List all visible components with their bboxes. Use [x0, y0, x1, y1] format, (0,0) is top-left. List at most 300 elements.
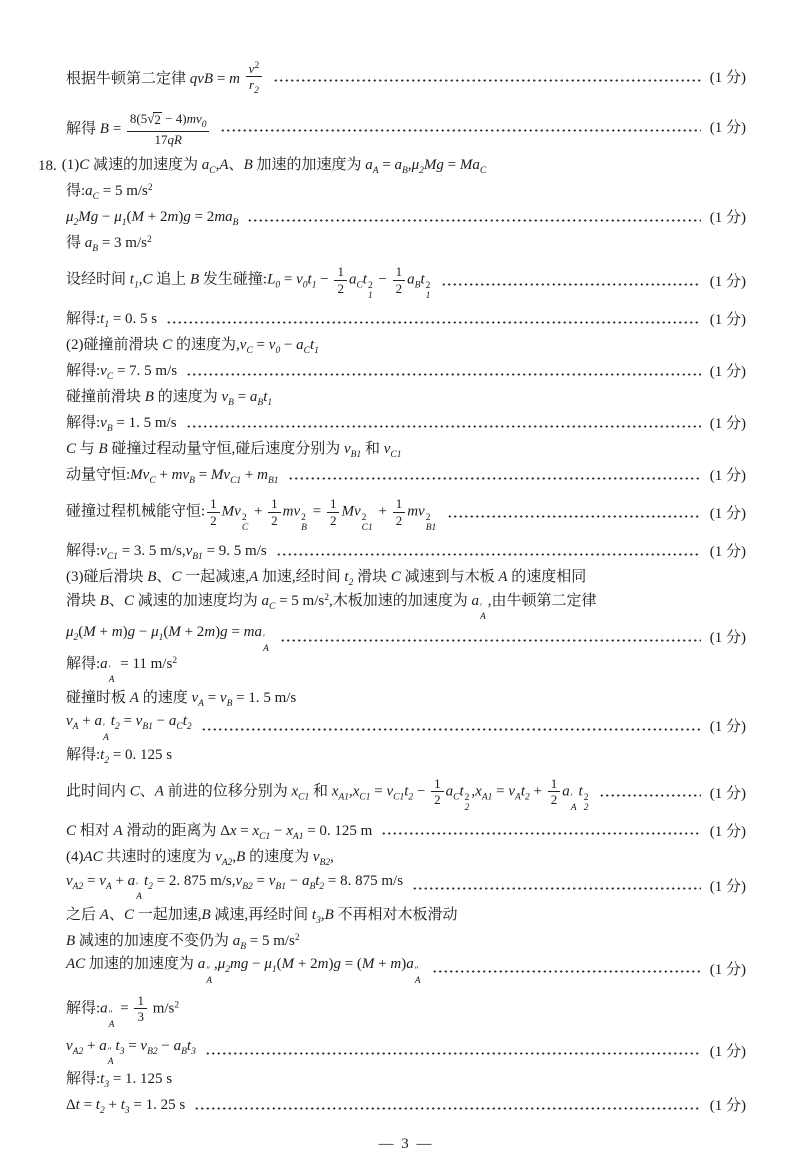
math-fraction [246, 61, 263, 98]
document-line [66, 1094, 746, 1120]
math-subscript: 2 [73, 218, 79, 229]
math-superscript: 2 [294, 932, 300, 943]
math-subscript: 0 [275, 346, 281, 357]
math-variable: a [348, 271, 357, 288]
dotted-leader [194, 1105, 701, 1112]
math-fraction: $\frac{1}{2}$ [431, 776, 444, 808]
math-variable: g [127, 624, 136, 641]
document-line [66, 360, 746, 386]
math-variable: a [394, 157, 403, 174]
math-variable: μ [66, 209, 74, 226]
math-subscript: 2 [348, 578, 354, 589]
math-subscript: C [246, 346, 253, 357]
math-variable: C [162, 337, 173, 354]
math-variable: A [129, 689, 139, 706]
line-content: 此时间内 C、A 前进的位移分别为 $x_{C1}$ 和 $x_{A1},x_{C1} = v_{C1}t_2$ − $\frac{1}{2}$ $a_Ct$ 2 2 $,x_{A1} = v_At_2$ + $\frac{1}{2}$ a ′ A t 2 2 [66, 775, 589, 813]
score-label: (1 分) [709, 962, 746, 979]
math-subscript: B [414, 280, 421, 291]
document-line [66, 712, 746, 743]
math-variable: v [386, 783, 394, 800]
math-variable: m [229, 70, 240, 87]
math-subscript: C [479, 166, 487, 177]
math-subsup-stack: 2 C [241, 513, 249, 534]
math-variable: C [123, 593, 134, 609]
math-subscript: C1 [259, 832, 271, 843]
math-subsup-stack: ′ A [136, 882, 142, 903]
math-variable: Mv [130, 467, 150, 484]
document-line [66, 846, 746, 872]
math-subscript: B [240, 941, 246, 952]
math-subscript: 1 [267, 398, 273, 409]
score-label: (1 分) [709, 630, 746, 647]
math-variable: t [95, 1097, 100, 1114]
math-variable: a [197, 956, 206, 973]
math-sqrt: √ 2 [147, 110, 161, 127]
math-variable: t [311, 906, 317, 923]
math-fraction: $\frac{1}{3}$ [134, 993, 147, 1025]
dotted-leader [412, 885, 701, 892]
math-variable: x [331, 783, 339, 800]
score-label: (1 分) [709, 1043, 746, 1060]
math-subscript: B [309, 881, 316, 892]
math-variable: t [110, 713, 115, 730]
score-label: (1 分) [709, 468, 746, 485]
math-subscript: C [453, 792, 460, 803]
math-variable: a [445, 783, 454, 800]
math-subscript: 2 [99, 1106, 105, 1117]
math-subsup-stack: ″ A [107, 1047, 114, 1068]
line-content: $v_{A2} = v_A + a$ ′ A $t_2 = 2$. 875 $m/s,v_{B2} = v_{B1} - a_Bt_2 = 8$. 875 m/s [66, 872, 404, 903]
math-variable: Mv [210, 467, 231, 484]
math-variable: x [291, 783, 299, 800]
document-line [66, 623, 746, 654]
document-line [66, 566, 746, 592]
math-subscript: C [209, 166, 216, 177]
line-content: (4)AC 共速时的速度为 $v_{A2},B$ 的速度为 $v_{B2}$, [66, 849, 334, 869]
math-variable: a [100, 655, 108, 672]
math-subscript: 2 [319, 881, 325, 892]
math-variable: t [362, 271, 367, 288]
math-variable: m [282, 503, 294, 520]
math-variable: t [186, 1037, 192, 1054]
math-subsup-stack: 2 2 [583, 792, 589, 813]
math-variable: v [268, 337, 276, 354]
math-variable: a [261, 593, 269, 609]
math-variable: A [219, 157, 229, 174]
math-variable: t [263, 389, 268, 406]
math-variable: x [252, 823, 260, 840]
math-variable: m [167, 209, 179, 226]
math-variable: m [390, 956, 402, 973]
math-variable: mv [171, 467, 190, 484]
math-variable: C [390, 569, 401, 586]
math-variable: t [420, 271, 425, 288]
math-variable: A [498, 569, 508, 586]
math-variable: x [475, 783, 482, 800]
math-variable: v [343, 441, 351, 458]
math-subscript: 1 [104, 320, 110, 331]
line-content: $v_{A2} + a$ ″ A $t_3 = v_{B2} - a_Bt_3$ [66, 1037, 196, 1068]
math-subscript: B1 [350, 450, 362, 461]
line-content: 碰撞过程机械能守恒: $\frac{1}{2}$ Mv 2 C + $\frac{1}{2}$ mv 2 B = $\frac{1}{2}$ Mv 2 C1 + $\frac{1}{2}$ mv 2 B1 [66, 496, 437, 534]
math-subscript: C [356, 280, 363, 291]
math-variable: μ [114, 209, 122, 226]
math-variable: M [168, 624, 181, 641]
math-subscript: A2 [72, 1046, 84, 1057]
math-variable: a [94, 713, 102, 730]
math-variable: ma [214, 209, 233, 226]
math-variable: t [182, 713, 187, 730]
math-subscript: 1 [311, 280, 317, 291]
math-subscript: B2 [242, 881, 253, 892]
math-variable: t [100, 311, 105, 328]
math-variable: v [66, 872, 73, 889]
math-subscript: 2 [148, 881, 153, 892]
math-variable: t [120, 1097, 125, 1114]
math-variable: Ma [459, 157, 480, 174]
document-line [66, 464, 746, 490]
line-content: 滑块 B、C 减速的加速度均为 $a_C = 5$ $m/s^2$,木板加速的加速度为 a ′ A ,由牛顿第二定律 [66, 593, 597, 623]
document-line [66, 438, 746, 464]
math-subscript: 2 [225, 965, 231, 976]
math-variable: C [142, 271, 153, 288]
math-subscript: B2 [147, 1046, 158, 1057]
math-subsup-stack: ″ A [414, 965, 421, 986]
math-subscript: B1 [267, 476, 279, 487]
line-content: 设经时间 $t_1,C$ 追上 B 发生碰撞$:L_0 = v_0t_1$ − $\frac{1}{2}$ $a_Ct$ 2 1 − $\frac{1}{2}$ $a_Bt$ 2 1 [66, 264, 431, 302]
math-variable: t [75, 1097, 80, 1114]
math-subscript: 1 [133, 280, 139, 291]
math-subscript: C1 [106, 552, 118, 563]
document-line [66, 1037, 746, 1068]
document-line [66, 1068, 746, 1094]
math-variable: x [229, 823, 237, 840]
line-content: 解得$:v_B = 1$. 5 m/s [66, 415, 177, 435]
math-fraction: $\frac{1}{2}$ [393, 264, 406, 296]
document-line [66, 180, 746, 206]
math-variable: v [353, 503, 361, 520]
math-superscript: 2 [254, 60, 260, 71]
math-variable: A [154, 783, 164, 800]
math-variable: v [100, 415, 107, 432]
math-subsup-stack: ″ A [206, 965, 212, 986]
math-variable: AC [66, 956, 86, 973]
document-line [66, 929, 746, 955]
math-subscript: B [232, 218, 239, 229]
document-line [66, 206, 746, 232]
math-subscript: B [257, 398, 264, 409]
line-content: $v_A + a$ ′ A $t_2 = v_{B1} - a_Ct_2$ [66, 713, 192, 743]
score-label: (1 分) [709, 312, 746, 329]
math-subscript: 2 [254, 86, 259, 97]
math-subscript: C [176, 722, 183, 733]
math-variable: g [333, 956, 341, 973]
math-variable: μ [66, 624, 74, 641]
document-line [66, 903, 746, 929]
math-variable: qR [167, 131, 182, 147]
math-variable: a [365, 157, 373, 174]
math-variable: C [79, 157, 90, 174]
math-variable: v [191, 689, 199, 706]
math-fraction: 8(5 √ 2 − $4)mv_0$ 17qR [127, 111, 210, 148]
math-variable: a [249, 389, 258, 406]
line-content: C 与 B 碰撞过程动量守恒,碰后速度分别为 $v_{B1}$ 和 $v_{C1}$ [66, 441, 402, 461]
line-content: 解得:a ″ A = $\frac{1}{3}$ $m/s^2$ [66, 992, 180, 1030]
math-variable: t [100, 1071, 105, 1088]
math-variable: C [66, 823, 77, 840]
document-line [66, 54, 746, 104]
math-variable: mg [230, 956, 249, 973]
score-label: (1 分) [709, 878, 746, 895]
document-line [66, 412, 746, 438]
math-variable: v [234, 503, 241, 520]
line-content: 解得$:t_1 = 0$. 5 s [66, 311, 158, 331]
math-variable: t [310, 337, 315, 354]
math-subscript: A [515, 792, 521, 803]
math-variable: M [281, 956, 295, 973]
math-subscript: C1 [393, 792, 405, 803]
math-variable: a [99, 1037, 107, 1054]
math-superscript: 2 [146, 235, 152, 246]
line-content: 解得$:v_{C1} = 3$. 5 $m/s,v_{B1} = 9$. 5 m/s [66, 543, 267, 563]
math-variable: a [127, 872, 136, 889]
math-variable: v [140, 1037, 148, 1054]
math-variable: t [143, 872, 149, 889]
math-variable: g [220, 624, 228, 641]
math-variable: μ [217, 956, 226, 973]
math-subscript: A2 [72, 881, 84, 892]
document-line [66, 592, 746, 623]
math-fraction: $\frac{1}{2}$ [334, 264, 347, 296]
math-variable: B [201, 906, 211, 923]
line-content: 解得$:v_C = 7$. 5 m/s [66, 363, 178, 383]
dotted-leader [276, 551, 701, 558]
math-fraction: $\frac{1}{2}$ [327, 496, 340, 528]
line-content: 根据牛顿第二定律 qvB = m $\frac{v^2}{r_2}$ [66, 61, 264, 98]
document-line [66, 820, 746, 846]
math-variable: M [221, 503, 235, 520]
document-line [66, 490, 746, 540]
math-variable: a [168, 713, 177, 730]
score-label: (1 分) [709, 274, 746, 291]
math-variable: M [361, 956, 375, 973]
math-subsup-stack: 2 1 [425, 281, 431, 302]
line-content: (1)C 减速的加速度为 $a_C,A$、B 加速的加速度为 $a_A = a_B,\mu_2Mg = Ma_C$ [61, 157, 487, 177]
document-lines [38, 54, 746, 1120]
math-subscript: A1 [292, 832, 304, 843]
math-variable: v [221, 389, 229, 406]
math-variable: t [578, 783, 583, 800]
math-subscript: 2 [114, 722, 120, 733]
line-content: $\mu_2Mg - \mu_1(M + 2m)g = 2ma_B$ [66, 209, 239, 229]
document-line [66, 770, 746, 820]
math-variable: a [471, 593, 479, 609]
document-line [66, 540, 746, 566]
math-variable: Mg [78, 209, 99, 226]
score-label: (1 分) [709, 1098, 746, 1115]
score-label: (1 分) [709, 364, 746, 381]
math-variable: v [312, 849, 320, 866]
dotted-leader [441, 281, 700, 288]
math-subscript: A2 [221, 858, 233, 869]
document-line [66, 386, 746, 412]
math-subscript: C [268, 602, 276, 612]
math-variable: v [100, 363, 107, 380]
math-variable: r [249, 77, 255, 93]
math-variable: a [100, 1000, 108, 1017]
dotted-leader [166, 319, 701, 326]
line-content: 之后 A、C 一起加速,B 减速,再经时间 $t_3,B$ 不再相对木板滑动 [66, 906, 458, 926]
math-subscript: 1 [158, 633, 164, 644]
math-variable: g [183, 209, 191, 226]
dotted-leader [220, 127, 700, 134]
math-subscript: A [372, 166, 379, 177]
math-variable: t [459, 783, 464, 800]
math-variable: v [508, 783, 516, 800]
math-variable: B [144, 389, 154, 406]
math-variable: C [66, 441, 77, 458]
math-subscript: B [189, 476, 195, 487]
math-subscript: A1 [481, 792, 493, 803]
line-content: $\mu_2(M + m)g - \mu_1(M + 2m)g$ = ma ′ A [66, 624, 269, 654]
math-variable: m [243, 624, 255, 641]
math-variable: m [111, 624, 123, 641]
math-variable: a [232, 932, 241, 949]
math-variable: AC [83, 849, 103, 866]
math-variable: μ [264, 956, 272, 973]
math-subscript: C1 [230, 476, 242, 487]
dotted-leader [280, 637, 701, 644]
math-subsup-stack: ′ A [102, 722, 109, 743]
math-subscript: B2 [319, 858, 331, 869]
math-subscript: 2 [408, 792, 414, 803]
document-line [66, 987, 746, 1037]
math-subscript: 3 [124, 1106, 130, 1117]
math-variable: a [562, 783, 570, 800]
math-subscript: B [226, 698, 233, 709]
math-subscript: B [228, 398, 234, 409]
math-variable: B [189, 271, 200, 288]
document-line [66, 655, 746, 686]
math-subsup-stack: ′ A [479, 602, 486, 623]
math-variable: t [404, 783, 409, 800]
math-subscript: A [198, 698, 204, 709]
line-content: 碰撞前滑块 B 的速度为 $v_B = a_Bt_1$ [66, 389, 273, 409]
math-subscript: C [149, 476, 156, 487]
math-subsup-stack: ′ A [262, 633, 269, 654]
math-variable: v [219, 689, 227, 706]
math-variable: L [267, 271, 276, 288]
math-subscript: C1 [359, 792, 371, 803]
document-line [66, 232, 746, 258]
math-variable: A [113, 823, 123, 840]
math-variable: C [171, 569, 182, 586]
math-subscript: 2 [525, 792, 530, 803]
line-content: 动量守恒$:Mv_C + mv_B = Mv_{C1} + m_{B1}$ [66, 467, 279, 487]
line-content: 碰撞时板 A 的速度 $v_A = v_B = 1$. 5 m/s [66, 689, 297, 709]
math-subscript: B [402, 166, 408, 177]
math-subsup-stack: 2 C1 [361, 513, 373, 534]
document-line [66, 686, 746, 712]
line-content: 解得 B = 8(5 √ 2 − $4)mv_0$ 17qR [66, 111, 211, 148]
math-variable: m [317, 956, 329, 973]
score-label: (1 分) [709, 786, 746, 802]
math-subscript: 0 [302, 280, 308, 291]
line-content: AC 加速的加速度为 a ″ A $,\mu_2mg - \mu_1(M + 2m)g = (M + m)a$ ″ A [66, 956, 421, 986]
score-label: (1 分) [709, 719, 746, 736]
score-label: (1 分) [709, 824, 746, 840]
math-variable: v [135, 713, 143, 730]
math-variable: t [520, 783, 526, 800]
math-variable: a [407, 271, 415, 288]
dotted-leader [447, 513, 700, 520]
document-line [66, 955, 746, 986]
math-variable: B [147, 569, 157, 586]
math-variable: m [257, 467, 268, 484]
math-subscript: 1 [314, 346, 319, 357]
math-variable: x [286, 823, 293, 840]
document-line [66, 104, 746, 154]
math-subscript: 0 [275, 280, 281, 291]
line-content: 得 $a_B = 3$ $m/s^2$ [66, 235, 152, 255]
math-subscript: B1 [142, 722, 153, 733]
math-superscript: 2 [147, 183, 153, 194]
line-content: 解得$:t_2 = 0$. 125 s [66, 747, 173, 767]
math-variable: t [129, 271, 134, 288]
score-label: (1 分) [709, 544, 746, 561]
math-subsup-stack: 2 B1 [425, 513, 437, 534]
score-label: (1 分) [709, 416, 746, 433]
math-variable: a [406, 956, 414, 973]
math-variable: B [98, 441, 108, 458]
math-subscript: 3 [316, 915, 321, 926]
math-variable: qvB [189, 70, 214, 87]
score-label: (1 分) [709, 506, 746, 523]
line-content: 得$:a_C = 5$ $m/s^2$ [66, 183, 153, 203]
line-content: B 减速的加速度不变仍为 $a_B = 5$ $m/s^2$ [66, 932, 300, 952]
math-variable: M [131, 209, 145, 226]
document-line [66, 744, 746, 770]
math-variable: v [418, 503, 425, 520]
score-label: (1 分) [709, 120, 746, 137]
math-variable: a [254, 624, 262, 641]
math-variable: a [85, 183, 93, 200]
document-line [66, 258, 746, 308]
math-variable: t [344, 569, 349, 586]
math-variable: C [123, 906, 134, 923]
math-subscript: C [303, 346, 310, 357]
math-variable: v [66, 713, 73, 730]
math-subscript: 2 [104, 756, 110, 767]
math-subscript: B1 [192, 552, 203, 563]
math-subscript: 3 [104, 1080, 110, 1091]
question-number: 18. [38, 158, 57, 175]
math-variable: a [301, 872, 310, 889]
math-variable: v [268, 872, 276, 889]
math-subscript: 2 [73, 633, 79, 644]
math-variable: v [66, 1037, 73, 1054]
dotted-leader [288, 475, 701, 482]
math-variable: Mg [423, 157, 444, 174]
math-variable: A [99, 906, 109, 923]
dotted-leader [432, 968, 701, 975]
document-line [66, 308, 746, 334]
math-variable: x [352, 783, 360, 800]
math-variable: a [201, 157, 210, 174]
math-variable: B [324, 906, 334, 923]
line-content: 解得:a ′ A = 11 $m/s^2$ [66, 655, 178, 686]
math-variable: v [383, 441, 391, 458]
